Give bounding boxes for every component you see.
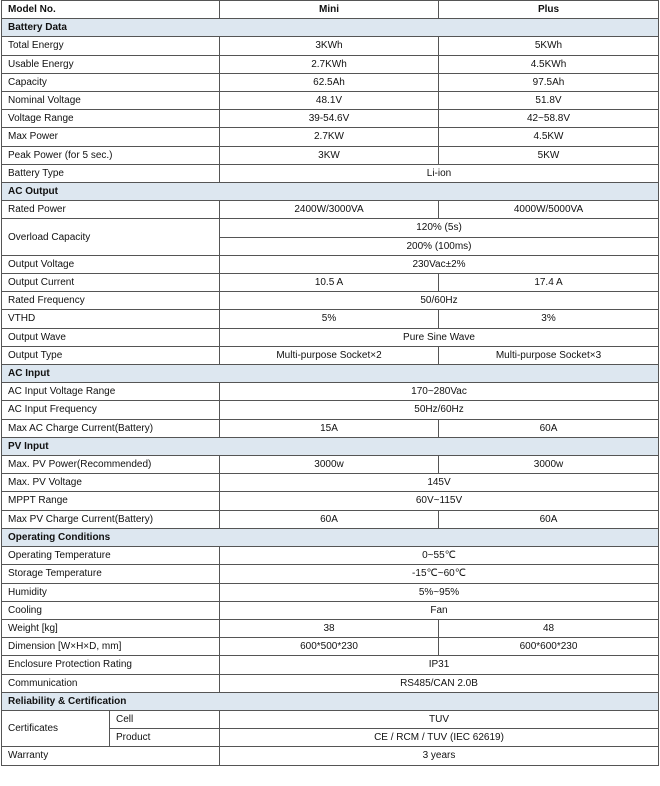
row-label: Weight [kg] <box>2 619 220 637</box>
row-label: Output Wave <box>2 328 220 346</box>
shared-value: 50Hz/60Hz <box>220 401 659 419</box>
table-row <box>2 55 659 73</box>
row-label: AC Input Frequency <box>2 401 220 419</box>
section-operating <box>2 528 659 546</box>
plus-value: 4.5KW <box>439 128 659 146</box>
row-label: MPPT Range <box>2 492 220 510</box>
row-label: Max AC Charge Current(Battery) <box>2 419 220 437</box>
sub-label: Cell <box>110 710 220 728</box>
header-model: Model No. <box>2 1 220 19</box>
row-label: Storage Temperature <box>2 565 220 583</box>
row-label: Cooling <box>2 601 220 619</box>
table-row <box>2 383 659 401</box>
shared-value: -15℃~60℃ <box>220 565 659 583</box>
plus-value: 3% <box>439 310 659 328</box>
row-label: Enclosure Protection Rating <box>2 656 220 674</box>
mini-value: Multi-purpose Socket×2 <box>220 346 439 364</box>
section-title: AC Input <box>2 365 659 383</box>
plus-value: 4.5KWh <box>439 55 659 73</box>
row-label: Warranty <box>2 747 220 765</box>
mini-value: 2400W/3000VA <box>220 201 439 219</box>
section-title: Operating Conditions <box>2 528 659 546</box>
table-row <box>2 547 659 565</box>
section-title: PV Input <box>2 437 659 455</box>
shared-value: 0~55℃ <box>220 547 659 565</box>
row-label: Max. PV Power(Recommended) <box>2 456 220 474</box>
table-row <box>2 710 659 728</box>
shared-value: 50/60Hz <box>220 292 659 310</box>
table-row <box>2 419 659 437</box>
mini-value: 39-54.6V <box>220 110 439 128</box>
row-label: Max. PV Voltage <box>2 474 220 492</box>
table-row <box>2 92 659 110</box>
table-row <box>2 164 659 182</box>
row-label: Dimension [W×H×D, mm] <box>2 638 220 656</box>
row-label: VTHD <box>2 310 220 328</box>
plus-value: 3000w <box>439 456 659 474</box>
table-row <box>2 619 659 637</box>
row-label: Rated Power <box>2 201 220 219</box>
shared-value: CE / RCM / TUV (IEC 62619) <box>220 729 659 747</box>
table-row <box>2 601 659 619</box>
section-pv-input <box>2 437 659 455</box>
table-row <box>2 274 659 292</box>
plus-value: Multi-purpose Socket×3 <box>439 346 659 364</box>
table-row <box>2 565 659 583</box>
table-row <box>2 474 659 492</box>
table-row <box>2 401 659 419</box>
header-mini: Mini <box>220 1 439 19</box>
table-row <box>2 510 659 528</box>
shared-value: 145V <box>220 474 659 492</box>
plus-value: 48 <box>439 619 659 637</box>
plus-value: 60A <box>439 510 659 528</box>
table-row <box>2 674 659 692</box>
table-row <box>2 328 659 346</box>
row-label: Usable Energy <box>2 55 220 73</box>
table-row <box>2 638 659 656</box>
plus-value: 17.4 A <box>439 274 659 292</box>
mini-value: 60A <box>220 510 439 528</box>
mini-value: 600*500*230 <box>220 638 439 656</box>
shared-value: IP31 <box>220 656 659 674</box>
plus-value: 60A <box>439 419 659 437</box>
shared-value: Li-ion <box>220 164 659 182</box>
sub-label: Product <box>110 729 220 747</box>
plus-value: 97.5Ah <box>439 73 659 91</box>
shared-value: RS485/CAN 2.0B <box>220 674 659 692</box>
row-label: Communication <box>2 674 220 692</box>
row-label: Max Power <box>2 128 220 146</box>
row-label: Humidity <box>2 583 220 601</box>
table-row <box>2 37 659 55</box>
table-row <box>2 146 659 164</box>
shared-value: 3 years <box>220 747 659 765</box>
mini-value: 2.7KW <box>220 128 439 146</box>
row-label: Battery Type <box>2 164 220 182</box>
row-label: Operating Temperature <box>2 547 220 565</box>
shared-value: Fan <box>220 601 659 619</box>
table-row <box>2 292 659 310</box>
plus-value: 51.8V <box>439 92 659 110</box>
header-row <box>2 1 659 19</box>
row-label: Nominal Voltage <box>2 92 220 110</box>
table-row <box>2 201 659 219</box>
mini-value: 5% <box>220 310 439 328</box>
row-label: Certificates <box>2 710 110 746</box>
table-row <box>2 656 659 674</box>
row-label: Capacity <box>2 73 220 91</box>
header-plus: Plus <box>439 1 659 19</box>
mini-value: 15A <box>220 419 439 437</box>
section-battery <box>2 19 659 37</box>
table-row <box>2 310 659 328</box>
shared-value: 120% (5s) <box>220 219 659 237</box>
table-row <box>2 110 659 128</box>
mini-value: 10.5 A <box>220 274 439 292</box>
section-ac-input <box>2 365 659 383</box>
section-ac-output <box>2 183 659 201</box>
table-row <box>2 346 659 364</box>
mini-value: 3000w <box>220 456 439 474</box>
section-reliability <box>2 692 659 710</box>
plus-value: 600*600*230 <box>439 638 659 656</box>
plus-value: 5KW <box>439 146 659 164</box>
mini-value: 62.5Ah <box>220 73 439 91</box>
mini-value: 38 <box>220 619 439 637</box>
table-row <box>2 492 659 510</box>
row-label: Max PV Charge Current(Battery) <box>2 510 220 528</box>
section-title: Battery Data <box>2 19 659 37</box>
table-row <box>2 456 659 474</box>
mini-value: 3KW <box>220 146 439 164</box>
shared-value: 5%~95% <box>220 583 659 601</box>
row-label: Output Voltage <box>2 255 220 273</box>
shared-value: Pure Sine Wave <box>220 328 659 346</box>
row-label: Output Current <box>2 274 220 292</box>
table-row <box>2 583 659 601</box>
row-label: Overload Capacity <box>2 219 220 255</box>
plus-value: 4000W/5000VA <box>439 201 659 219</box>
shared-value: 230Vac±2% <box>220 255 659 273</box>
shared-value: 170~280Vac <box>220 383 659 401</box>
table-row <box>2 255 659 273</box>
shared-value: TUV <box>220 710 659 728</box>
table-row <box>2 219 659 237</box>
mini-value: 48.1V <box>220 92 439 110</box>
row-label: Peak Power (for 5 sec.) <box>2 146 220 164</box>
table-row <box>2 747 659 765</box>
spec-table <box>1 0 659 766</box>
row-label: Voltage Range <box>2 110 220 128</box>
plus-value: 5KWh <box>439 37 659 55</box>
row-label: Rated Frequency <box>2 292 220 310</box>
row-label: AC Input Voltage Range <box>2 383 220 401</box>
mini-value: 2.7KWh <box>220 55 439 73</box>
table-row <box>2 128 659 146</box>
table-row <box>2 73 659 91</box>
section-title: Reliability & Certification <box>2 692 659 710</box>
shared-value: 200% (100ms) <box>220 237 659 255</box>
row-label: Output Type <box>2 346 220 364</box>
section-title: AC Output <box>2 183 659 201</box>
shared-value: 60V~115V <box>220 492 659 510</box>
plus-value: 42~58.8V <box>439 110 659 128</box>
mini-value: 3KWh <box>220 37 439 55</box>
row-label: Total Energy <box>2 37 220 55</box>
